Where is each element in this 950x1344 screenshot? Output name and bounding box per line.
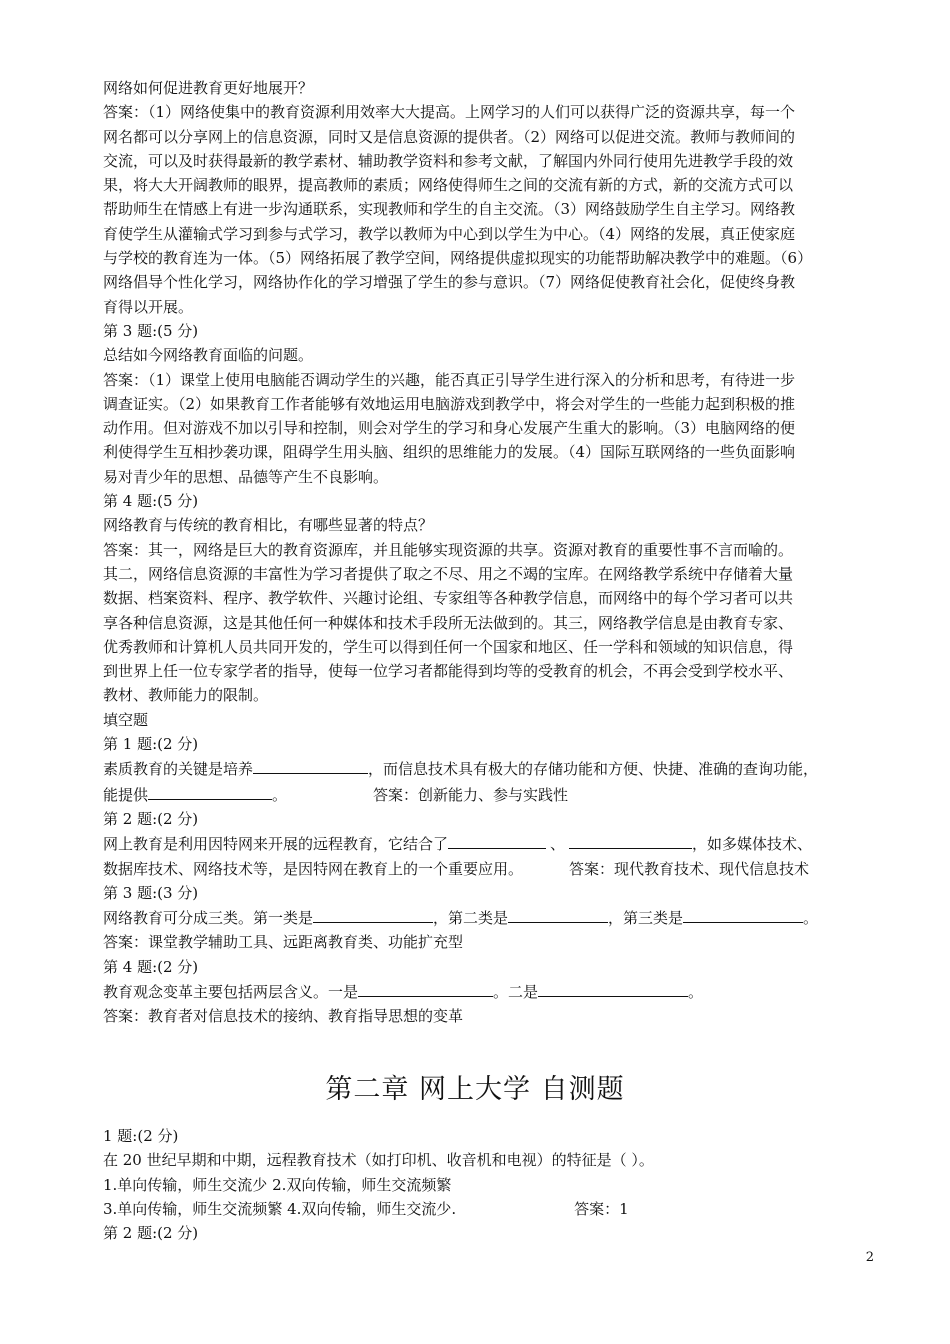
chapter-title: 第二章 网上大学 自测题	[325, 1074, 625, 1105]
fill-question-line	[103, 979, 878, 1004]
question-text: 在 20 世纪早期和中期，远程教育技术（如打印机、收音机和电视）的特征是（ ）。	[103, 1151, 654, 1170]
text: 。	[272, 785, 288, 804]
answer-line: 易对青少年的思想、品德等产生不良影响。	[103, 467, 389, 486]
option-line: 1.单向传输，师生交流少 2.双向传输，师生交流频繁	[103, 1175, 452, 1194]
blank-line	[569, 831, 692, 849]
answer-text: 答案：创新能力、参与实践性	[373, 785, 569, 804]
text: 能提供	[103, 785, 149, 804]
text: ，第三类是	[608, 909, 684, 928]
text: 网上教育是利用因特网来开展的远程教育，它结合了	[103, 835, 449, 854]
answer-block	[103, 100, 878, 319]
question-label: 1 题:(2 分)	[103, 1127, 179, 1145]
question-label: 第 2 题:(2 分)	[103, 1224, 199, 1243]
question-label: 第 2 题:(2 分)	[103, 809, 199, 828]
answer-line: 动作用。但对游戏不加以引导和控制，则会对学生的学习和身心发展产生重大的影响。（3）电脑网络的便	[103, 419, 796, 438]
text: 素质教育的关键是培养	[103, 760, 254, 779]
blank-line	[253, 756, 368, 774]
answer-line: 帮助师生在情感上有进一步沟通联系，实现教师和学生的自主交流。（3）网络鼓励学生自主学习。网络教	[103, 200, 796, 219]
answer-line: 育得以开展。	[103, 297, 194, 316]
question-label: 第 3 题:(5 分)	[103, 321, 199, 340]
text: 。	[803, 909, 819, 928]
chapter2-body	[103, 1124, 878, 1245]
answer-line: 利使得学生互相抄袭功课，阻碍学生用头脑、组织的思维能力的发展。（4）国际互联网络的一些负面影响	[103, 443, 796, 462]
text: 。	[688, 982, 704, 1001]
blank-line	[313, 905, 433, 923]
answer-text: 答案：现代教育技术、现代信息技术	[569, 859, 810, 878]
answer-line: 网名都可以分享网上的信息资源，同时又是信息资源的提供者。（2）网络可以促进交流。教师与教师间的	[103, 127, 796, 146]
blank-line	[508, 905, 608, 923]
option-line	[103, 1197, 878, 1221]
fill-question-line	[103, 831, 878, 856]
text: ，而信息技术具有极大的存储功能和方便、快捷、准确的查询功能，	[368, 760, 819, 779]
answer-block	[103, 368, 878, 489]
answer-line: 调查证实。（2）如果教育工作者能够有效地运用电脑游戏到教学中，将会对学生的一些能力起到积极的推	[103, 394, 796, 413]
question-text: 总结如今网络教育面临的问题。	[103, 346, 314, 365]
question-label: 第 4 题:(2 分)	[103, 957, 199, 976]
answer-text: 答案：1	[574, 1199, 629, 1218]
text: ，第二类是	[433, 909, 509, 928]
answer-line: 与学校的教育连为一体。（5）网络拓展了教学空间，网络提供虚拟现实的功能帮助解决教学中的难题。（6）	[103, 249, 813, 268]
answer-line: 教材、教师能力的限制。	[103, 686, 269, 705]
text: 数据库技术、网络技术等，是因特网在教育上的一个重要应用。	[103, 859, 524, 878]
answer-line: 到世界上任一位专家学者的指导，使每一位学习者都能得到均等的受教育的机会，不再会受到学校水平、	[103, 662, 794, 681]
fill-question-line	[103, 905, 878, 930]
blank-line	[538, 979, 688, 997]
blank-line	[358, 979, 493, 997]
fill-question-line	[103, 756, 878, 781]
document-body	[103, 76, 878, 1029]
answer-line: 育使学生从灌输式学习到参与式学习，教学以教师为中心到以学生为中心。（4）网络的发展，真正使家庭	[103, 224, 796, 243]
blank-line	[683, 905, 803, 923]
question-label: 第 1 题:(2 分)	[103, 735, 199, 754]
answer-line: 其二，网络信息资源的丰富性为学习者提供了取之不尽、用之不竭的宝库。在网络教学系统中存储着大量	[103, 564, 794, 583]
text: 、	[550, 835, 566, 854]
text: 3.单向传输，师生交流频繁 4.双向传输，师生交流少.	[103, 1199, 457, 1218]
answer-line: 答案：（1）网络使集中的教育资源利用效率大大提高。上网学习的人们可以获得广泛的资源共享，每一个	[103, 103, 796, 122]
answer-text: 答案：教育者对信息技术的接纳、教育指导思想的变革	[103, 1007, 464, 1026]
question-text: 网络教育与传统的教育相比，有哪些显著的特点？	[103, 516, 434, 535]
blank-line	[448, 831, 546, 849]
fill-question-line	[103, 782, 878, 807]
text: ，如多媒体技术、	[692, 835, 813, 854]
answer-line: 答案：（1）课堂上使用电脑能否调动学生的兴趣，能否真正引导学生进行深入的分析和思考，有待进一步	[103, 370, 796, 389]
fill-question-line	[103, 857, 878, 881]
section-heading: 填空题	[103, 710, 149, 729]
page-number: 2	[865, 1250, 874, 1265]
blank-line	[148, 782, 272, 800]
text: 。二是	[493, 982, 539, 1001]
question-text: 网络如何促进教育更好地展开？	[103, 79, 314, 97]
answer-line: 优秀教师和计算机人员共同开发的，学生可以得到任何一个国家和地区、任一学科和领域的知识信息，得	[103, 637, 794, 656]
question-label: 第 3 题:(3 分)	[103, 883, 199, 902]
answer-line: 享各种信息资源，这是其他任何一种媒体和技术手段所无法做到的。其三，网络教学信息是由教育专家、	[103, 613, 794, 632]
answer-line: 网络倡导个性化学习，网络协作化的学习增强了学生的参与意识。（7）网络促使教育社会化，促使终身教	[103, 273, 796, 292]
answer-block	[103, 538, 878, 708]
text: 网络教育可分成三类。第一类是	[103, 909, 314, 928]
answer-line: 交流，可以及时获得最新的教学素材、辅助教学资料和参考文献，了解国内外同行使用先进教学手段的效	[103, 151, 794, 170]
question-label: 第 4 题:(5 分)	[103, 492, 199, 511]
answer-line: 答案：其一，网络是巨大的教育资源库，并且能够实现资源的共享。资源对教育的重要性事不言而喻的。	[103, 540, 794, 559]
answer-line: 果，将大大开阔教师的眼界，提高教师的素质；网络使得师生之间的交流有新的方式，新的交流方式可以	[103, 176, 794, 195]
text: 教育观念变革主要包括两层含义。一是	[103, 982, 359, 1001]
answer-text: 答案：课堂教学辅助工具、远距离教育类、功能扩充型	[103, 933, 464, 952]
answer-line: 数据、档案资料、程序、教学软件、兴趣讨论组、专家组等各种教学信息，而网络中的每个学习者可以共	[103, 589, 794, 608]
